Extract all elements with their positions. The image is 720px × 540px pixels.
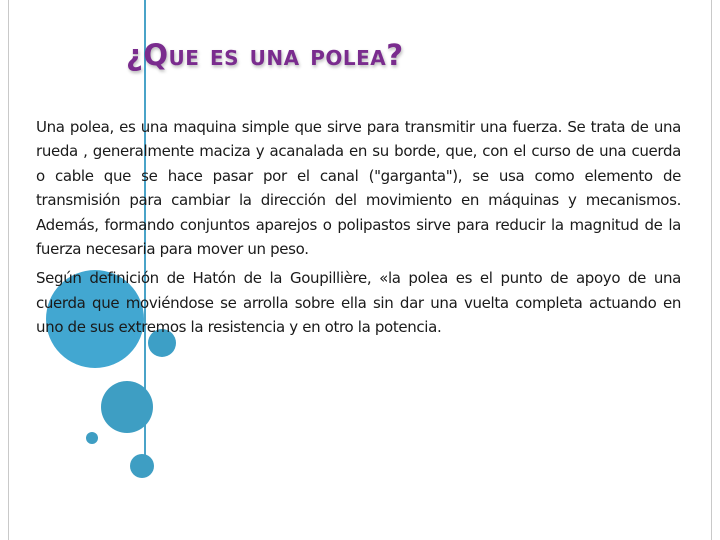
slide-body [36, 115, 681, 345]
slide-title: ¿Que es una polea? [126, 38, 404, 72]
paragraph-quote: Según definición de Hatón de la Goupillière, «la polea es el punto de apoyo de una cuerda que moviéndose se arrolla sobre ella sin dar una vuelta completa actuando en uno de sus extremos la resistencia y en otro la potencia. [36, 269, 681, 337]
decorative-circle-small-bottom [130, 454, 154, 478]
decorative-circle-tiny [86, 432, 98, 444]
decorative-circle-medium [101, 381, 153, 433]
slide-frame-right [711, 0, 712, 540]
slide-frame-left [8, 0, 9, 540]
paragraph-definition: Una polea, es una maquina simple que sirve para transmitir una fuerza. Se trata de una rueda , generalmente maciza y acanalada en su borde, que, con el curso de una cuerda o cable que se hace pasar por el canal ("garganta"), se usa como elemento de transmisión para cambiar la dirección del movimiento en máquinas y mecanismos. Además, formando conjuntos aparejos o polipastos sirve para reducir la magnitud de la fuerza necesaria para mover un peso. [36, 118, 681, 259]
